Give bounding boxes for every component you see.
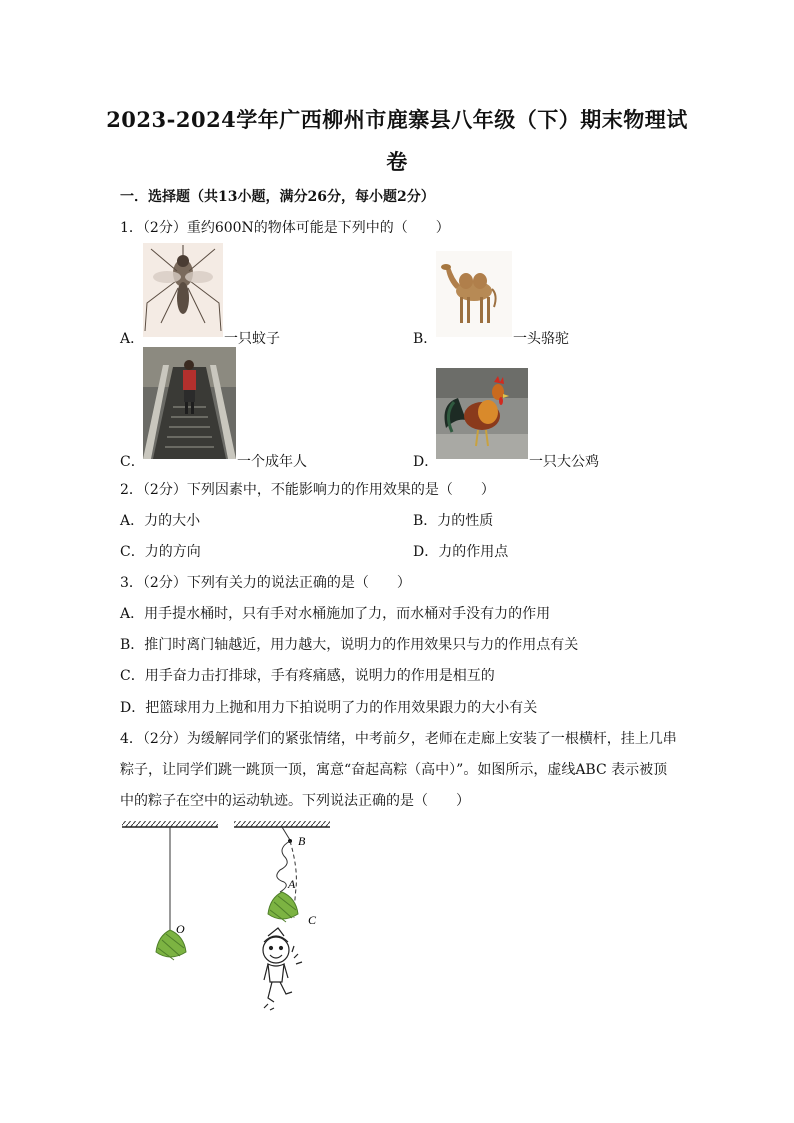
label-o: O — [176, 922, 185, 936]
mosquito-image — [143, 243, 223, 337]
option-2d-text: 力的作用点 — [438, 544, 509, 560]
question-4-stem-line3: 中的粽子在空中的运动轨迹。下列说法正确的是（ ） — [120, 793, 470, 809]
rooster-image — [436, 368, 528, 459]
option-2a — [120, 510, 200, 530]
option-3a: A．用手提水桶时，只有手对水桶施加了力，而水桶对手没有力的作用 — [120, 606, 551, 622]
exam-title-line2: 卷 — [386, 149, 408, 174]
option-1a-text: 一只蚊子 — [224, 331, 280, 347]
label-b: B — [298, 834, 306, 848]
option-2c-text: 力的方向 — [144, 544, 201, 560]
option-3d: D．把篮球用力上抛和用力下拍说明了力的作用效果跟力的大小有关 — [120, 700, 538, 716]
adult-escalator-image — [143, 347, 236, 459]
option-2b — [413, 510, 493, 530]
question-3-stem: 3．（2分）下列有关力的说法正确的是（ ） — [120, 575, 411, 591]
right-zongzi — [268, 892, 298, 922]
option-2c — [120, 541, 201, 561]
option-2d — [413, 541, 508, 561]
right-string — [282, 827, 290, 840]
question-4-stem-line2: 粽子，让同学们跳一跳顶一顶，寓意“奋起高粽（高中）”。如图所示，虚线ABC 表示被顶 — [120, 762, 668, 778]
option-2b-letter: B． — [413, 513, 438, 529]
camel-image — [436, 251, 512, 337]
option-1a-letter: A． — [120, 331, 145, 347]
option-2b-text: 力的性质 — [437, 513, 494, 529]
option-2a-text: 力的大小 — [144, 513, 201, 529]
jumping-child-drawing — [263, 928, 302, 1010]
label-a: A — [288, 877, 296, 891]
question-4-stem-line1: 4．（2分）为缓解同学们的紧张情绪，中考前夕，老师在走廊上安装了一根横杆，挂上几串 — [120, 731, 677, 747]
option-1b-text: 一头骆驼 — [513, 331, 569, 347]
exam-title-line1: 2023-2024学年广西柳州市鹿寨县八年级（下）期末物理试 — [106, 107, 688, 132]
left-crossbar — [122, 821, 218, 827]
option-3b: B．推门时离门轴越近，用力越大，说明力的作用效果只与力的作用点有关 — [120, 637, 579, 653]
option-1d-text: 一只大公鸡 — [529, 454, 599, 470]
option-2d-letter: D． — [413, 544, 439, 560]
option-1b-letter: B． — [413, 331, 438, 347]
option-3c: C．用手奋力击打排球，手有疼痛感，说明力的作用是相互的 — [120, 668, 495, 684]
question-1-stem: 1．（2分）重约600N的物体可能是下列中的（ ） — [120, 220, 450, 236]
option-1c-letter: C． — [120, 454, 145, 470]
option-1d-letter: D． — [413, 454, 439, 470]
zongzi-figure — [118, 818, 338, 1018]
right-crossbar — [234, 821, 330, 827]
question-2-stem: 2．（2分）下列因素中，不能影响力的作用效果的是（ ） — [120, 482, 495, 498]
option-1c-text: 一个成年人 — [237, 454, 307, 470]
option-2a-letter: A． — [120, 513, 145, 529]
label-c: C — [308, 913, 317, 927]
section-heading: 一．选择题（共13小题，满分26分，每小题2分） — [120, 189, 435, 205]
option-2c-letter: C． — [120, 544, 145, 560]
